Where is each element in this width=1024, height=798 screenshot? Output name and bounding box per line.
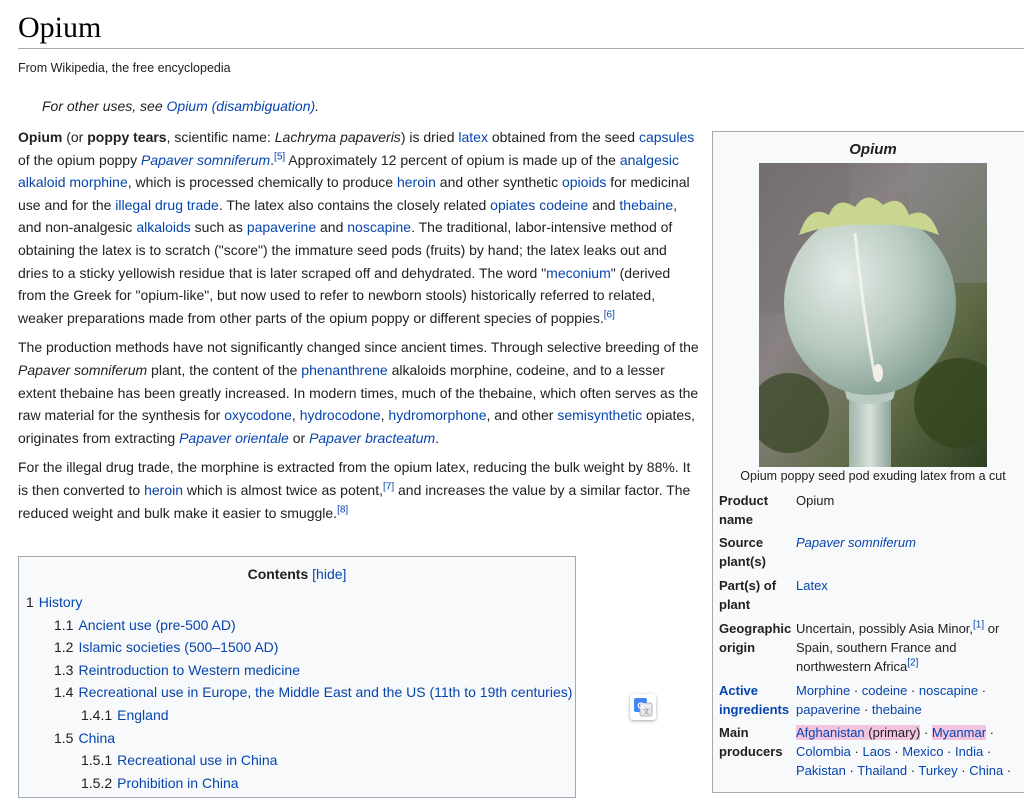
inline-link[interactable]: Papaver somniferum [796,535,916,550]
text-run: · [978,683,987,698]
text-run: . [270,151,275,168]
infobox-value [795,576,1024,614]
text-run: and [588,196,620,213]
toc-number: 1.4 [54,684,74,701]
text-run: which is almost twice as potent, [183,481,383,498]
text-run: , scientific name: [166,129,275,145]
text-run: for medicinal use and for the [18,174,690,213]
hatnote [42,97,319,115]
inline-link[interactable]: noscapine [918,683,979,698]
infobox-row-main-producers [719,723,1024,780]
text-run: · [890,744,903,759]
inline-link[interactable]: Mexico [902,744,944,759]
active-ingredients-link[interactable]: Active ingredients [719,683,790,717]
inline-link[interactable]: Papaver orientale [179,429,289,446]
infobox-label: Geographic origin [719,621,792,655]
text-run: · [957,763,970,778]
text-run: such as [190,219,247,236]
infobox [712,131,1024,793]
toc-number: 1.4.1 [81,706,113,723]
infobox-value [795,533,1024,571]
text-run: · [986,725,994,740]
inline-link[interactable]: thebaine [871,702,922,717]
inline-link[interactable]: India [955,744,984,759]
citation [337,504,348,515]
toc-item[interactable] [19,659,575,682]
text-run: . The traditional, labor-intensive method of obtaining the latex is to scratch ("score") the immature seed pods (fruits) by hand; the latex leaks out and dries to a sticky yellowish residue that is later scraped off and dehydrated. The word " [18,219,673,281]
toc-item[interactable] [19,614,575,637]
toc-item[interactable] [19,681,575,704]
poppy-pod-illustration [759,163,987,467]
text-run: · [850,744,863,759]
inline-link[interactable]: Turkey [918,763,958,778]
inline-link[interactable]: capsules [638,129,695,145]
text-run: , which is processed chemically to produce [127,174,397,191]
inline-link[interactable]: Pakistan [796,763,846,778]
hatnote-prefix: For other uses, see [42,98,167,114]
inline-link[interactable]: codeine [861,683,908,698]
inline-link[interactable]: alkaloids [136,219,191,236]
inline-link[interactable]: China [969,763,1004,778]
text-run: For the illegal drug trade, the morphine is extracted from the opium latex, reducing the bulk weight by 88%. It is then converted to [18,459,691,498]
toc-number: 1.1 [54,616,74,633]
inline-link[interactable]: meconium [546,264,611,281]
inline-link[interactable]: semisynthetic [557,407,643,424]
text-run: · [907,683,919,698]
text-run: The production methods have not significantly changed since ancient times. Through selective breeding of the [18,339,699,356]
toc-link[interactable]: Reintroduction to Western medicine [78,661,300,678]
infobox-title: Opium [849,141,897,158]
toc-number: 1.2 [54,639,74,656]
text-run: opiates, originates from extracting [18,407,696,446]
infobox-caption: Opium poppy seed pod exuding latex from a cut [740,469,1006,483]
title-divider [18,48,1024,49]
toc-hide-toggle[interactable]: [hide] [312,566,347,582]
svg-text:G: G [637,701,644,711]
inline-link[interactable]: analgesic [619,151,679,168]
citation [973,620,984,631]
infobox-value [795,491,1024,529]
inline-link[interactable]: hydromorphone [388,407,487,424]
toc-link[interactable]: Recreational use in China [117,752,278,769]
toc-link[interactable]: Islamic societies (500–1500 AD) [78,639,279,656]
paragraph [18,456,700,524]
text-run: Lachryma papaveris [274,129,401,145]
opium-poppy-pod-image[interactable] [759,163,987,467]
text-run: " (derived from the Greek for "opium-like", but now used to refer to newborn stools) historically referred to related, weaker preparations made from other parts of the opium poppy or different species of poppies. [18,264,671,326]
citation-link[interactable]: [6] [603,309,615,321]
inline-link[interactable]: opiates [490,196,536,213]
inline-link[interactable]: thebaine [619,196,674,213]
text-run: · [850,683,862,698]
inline-link[interactable]: papaverine [796,702,861,717]
inline-link[interactable]: Morphine [796,683,851,698]
text-run: and other synthetic [435,174,562,191]
inline-link[interactable]: opioids [561,174,607,191]
toc-number: 1.5.2 [81,774,113,791]
citation-link[interactable]: [2] [907,657,919,669]
inline-link[interactable]: Thailand [857,763,908,778]
inline-link[interactable]: hydrocodone [299,407,381,424]
text-run: Uncertain, possibly Asia Minor, [796,621,974,636]
toc-link[interactable]: Recreational use in Europe, the Middle East and the US (11th to 19th centuries) [78,684,573,701]
hatnote-suffix: . [315,98,320,114]
infobox-row-geographic-origin [719,619,1024,676]
toc-number: 1.5 [54,729,74,746]
toc-list [19,591,575,794]
infobox-label: Part(s) of plant [719,578,777,612]
inline-link[interactable]: heroin [396,174,436,191]
text-run: Papaver somniferum [18,361,148,378]
text-run: Opium [18,129,63,145]
infobox-value [795,723,1024,780]
inline-link[interactable]: Afghanistan [796,725,865,740]
inline-link[interactable]: illegal drug trade [115,196,219,213]
citation [274,151,285,162]
inline-link[interactable]: heroin [144,481,183,498]
citation-link[interactable]: [7] [382,481,395,493]
inline-link[interactable]: phenanthrene [301,361,388,378]
text-run: (primary) [864,725,921,740]
infobox-value [795,681,1024,719]
translate-glyph [630,694,656,720]
text-run: · [907,763,919,778]
toc-item[interactable] [19,636,575,659]
google-translate-icon[interactable] [630,694,656,720]
toc-title [19,565,575,583]
disambiguation-link[interactable]: Opium (disambiguation) [166,98,316,114]
infobox-label: Main producers [719,725,783,759]
table-of-contents [18,556,576,798]
citation-link[interactable]: [5] [274,150,286,162]
inline-link[interactable]: Laos [862,744,891,759]
toc-link[interactable]: History [38,594,83,610]
text-run: obtained from the seed [487,129,639,145]
citation-link[interactable]: [8] [337,503,349,515]
toc-link[interactable]: England [117,706,169,723]
text-run: , [380,407,389,424]
text-run: · [860,702,872,717]
inline-link[interactable]: Papaver bracteatum [309,429,436,446]
infobox-row-source-plant [719,533,1024,571]
text-run: of the opium poppy [18,151,141,168]
text-run: · [983,744,992,759]
inline-link[interactable]: Colombia [796,744,851,759]
text-run: alkaloids morphine, codeine, and to a lesser extent thebaine has been greatly increased. In modern times, much of the thebaine, which often serves as the raw material for the synthesis for [18,361,699,424]
inline-link[interactable]: papaverine [246,219,317,236]
inline-link[interactable]: morphine [69,174,128,191]
text-run: and [316,219,348,236]
toc-item[interactable] [19,772,575,795]
infobox-value [795,619,1024,676]
text-run: plant, the content of the [147,361,302,378]
inline-link[interactable]: latex [458,129,488,145]
infobox-row-product-name [719,491,1024,529]
toc-number: 1.5.1 [81,752,113,769]
text-run: · [845,763,858,778]
toc-link[interactable]: Ancient use (pre-500 AD) [78,616,236,633]
text-run: · [943,744,955,759]
text-run: Opium [796,493,835,508]
toc-item[interactable] [19,727,575,750]
toc-link[interactable]: Prohibition in China [117,774,239,791]
toc-heading: Contents [247,566,309,582]
text-run: . The latex also contains the closely related [218,196,491,213]
infobox-row-plant-part [719,576,1024,614]
inline-link[interactable]: oxycodone [224,407,292,424]
toc-item[interactable] [19,749,575,772]
inline-link[interactable]: noscapine [347,219,412,236]
paragraph [18,126,700,329]
text-run: · [1003,763,1012,778]
text-run: or [288,429,310,446]
citation-link[interactable]: [1] [973,619,985,631]
page-title: Opium [18,11,102,44]
tagline: From Wikipedia, the free encyclopedia [18,61,231,75]
article-body [18,126,700,531]
infobox-label: Source plant(s) [719,535,766,569]
toc-number: 1 [26,594,34,610]
toc-number: 1.3 [54,661,74,678]
toc-item[interactable] [19,704,575,727]
text-run: poppy tears [87,129,167,145]
infobox-label: Product name [719,493,769,527]
inline-link[interactable]: Myanmar [931,725,987,740]
text-run: , [291,407,300,424]
text-run: , and non-analgesic [18,196,677,236]
inline-link[interactable]: alkaloid [18,174,66,191]
citation [604,309,615,320]
text-run: . [435,429,440,446]
infobox-row-active-ingredients [719,681,1024,719]
text-run: and increases the value by a similar factor. The reduced weight and bulk make it easier to smuggle. [18,481,691,521]
svg-text:文: 文 [642,708,650,716]
inline-link[interactable]: codeine [539,196,589,213]
text-run: ) is dried [400,129,459,145]
text-run: or Spain, southern France and northwestern Africa [796,621,1000,674]
inline-link[interactable]: Latex [796,578,828,593]
paragraph [18,336,700,449]
citation [907,658,918,669]
inline-link[interactable]: Papaver somniferum [140,151,271,168]
text-run: Approximately 12 percent of opium is made up of the [285,151,620,168]
text-run: · [920,725,932,740]
toc-item[interactable] [19,591,575,614]
text-run: (or [62,129,88,145]
toc-link[interactable]: China [78,729,116,746]
text-run: , and other [486,407,558,424]
citation [383,481,394,492]
